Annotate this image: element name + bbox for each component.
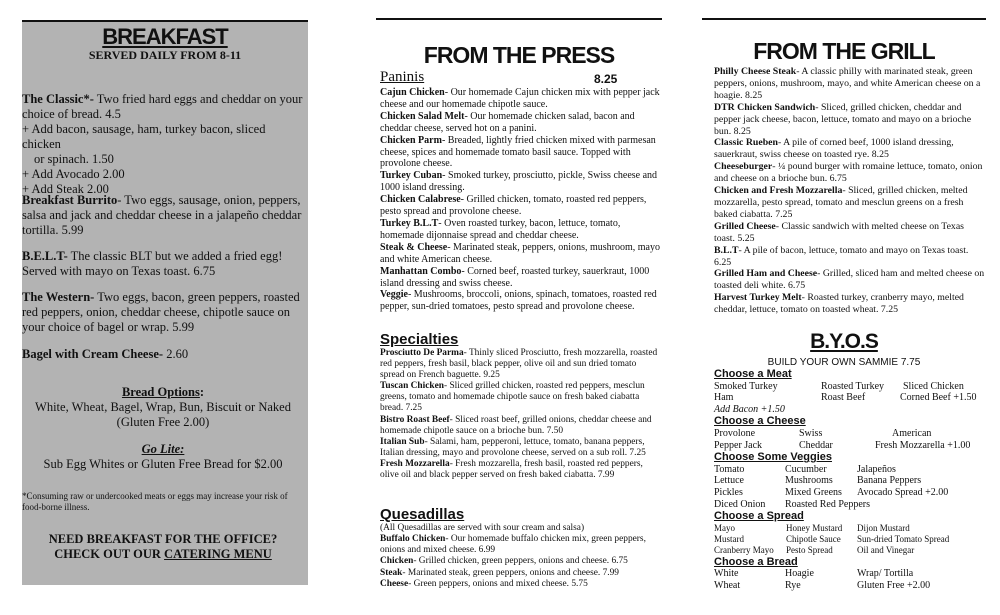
item-desc: - Marinated steak, peppers, onions, mushroom, mayo and white American cheese. xyxy=(380,241,660,265)
item-desc: - Our homemade buffalo chicken mix, green peppers, onions and mixed cheese. 6.99 xyxy=(380,534,646,556)
item-name: Chicken and Fresh Mozzarella xyxy=(714,185,843,197)
paninis-label: Paninis xyxy=(380,69,425,85)
option-item: Fresh Mozzarella +1.00 xyxy=(875,439,971,451)
item-desc: - Fresh mozzarella, fresh basil, roasted red peppers, olive oil and black pepper served on fresh baked ciabatta. 7.99 xyxy=(380,458,643,481)
item-desc: - Our homemade Cajun chicken mix with pepper jack cheese and our homemade chipotle sauce. xyxy=(380,87,660,110)
item-desc: - Grilled, sliced ham and melted cheese on toasted deli white. 6.75 xyxy=(714,268,985,292)
press-panel xyxy=(376,0,662,615)
menu-item-classic xyxy=(22,92,304,197)
option-item: Mayo xyxy=(714,522,735,533)
item-desc: Two eggs, bacon, green peppers, roasted red peppers, onion, cheddar cheese, chipotle sauce on your choice of bagel or wrap. 5.99 xyxy=(22,290,300,334)
item-desc: - ¼ pound burger with romaine lettuce, tomato, onion and cheese on a brioche bun. 6.75 xyxy=(714,161,983,185)
menu-item xyxy=(380,437,662,459)
menu-item xyxy=(714,268,986,292)
menu-item xyxy=(380,170,662,194)
item-name: B.L.T xyxy=(714,244,739,256)
cheese-label: Choose a Cheese xyxy=(714,415,806,428)
breakfast-panel xyxy=(22,20,308,585)
option-item: Wheat xyxy=(714,579,741,591)
addon-line: + Add Avocado 2.00 xyxy=(22,167,125,181)
option-item: Rye xyxy=(785,579,801,591)
breakfast-title: BREAKFAST xyxy=(102,24,228,49)
option-item: Add Bacon +1.50 xyxy=(714,403,785,415)
menu-item xyxy=(714,221,986,245)
specialties-list xyxy=(380,348,662,481)
item-name: Prosciutto De Parma xyxy=(380,348,464,358)
menu-item xyxy=(380,568,662,579)
item-desc: - Grilled chicken, green peppers, onions and cheese. 6.75 xyxy=(413,556,628,567)
option-row xyxy=(714,475,986,487)
menu-item xyxy=(714,292,986,316)
item-desc: - Sliced grilled chicken, roasted red peppers, mesclun greens, tomato and homemade chipotle sauce on fresh baked ciabatta bread. 7.25 xyxy=(380,381,645,414)
item-desc: Two fried hard eggs and cheddar on your choice of bread. 4.5 xyxy=(22,92,303,121)
menu-item xyxy=(380,556,662,567)
item-desc: - Marinated steak, green peppers, onions and cheese. 7.99 xyxy=(402,567,619,578)
bread-options-gf: (Gluten Free 2.00) xyxy=(116,415,210,429)
option-item: Cheddar xyxy=(799,439,833,451)
divider xyxy=(376,18,662,20)
menu-item xyxy=(380,266,662,290)
item-desc: - A classic philly with marinated steak, green peppers, onions, mushroom, mayo, and white American cheese on a hoagie. 8.25 xyxy=(714,66,981,101)
menu-item xyxy=(380,218,662,242)
go-lite-title: Go Lite: xyxy=(141,442,185,456)
option-row xyxy=(714,568,986,580)
item-name: B.E.L.T- xyxy=(22,249,68,263)
item-desc: - Our homemade chicken salad, bacon and cheddar cheese, served hot on a panini. xyxy=(380,110,635,134)
catering-line2: CHECK OUT OUR xyxy=(54,547,165,561)
option-item: Pesto Spread xyxy=(786,544,833,555)
option-row xyxy=(714,381,986,393)
option-item: Provolone xyxy=(714,427,756,439)
item-desc: - Roasted turkey, cranberry mayo, melted cheddar, lettuce, tomato on toasted wheat. 7.25 xyxy=(714,292,964,316)
bread-label: Choose a Bread xyxy=(714,555,798,568)
item-name: Veggie xyxy=(380,289,408,301)
item-name: Grilled Cheese xyxy=(714,220,776,232)
addon-line: + Add bacon, sausage, ham, turkey bacon, sliced chicken xyxy=(22,122,266,151)
item-name: The Classic*- xyxy=(22,92,94,106)
item-desc: - Smoked turkey, prosciutto, pickle, Swiss cheese and 1000 island dressing. xyxy=(380,170,658,194)
item-name: Chicken Salad Melt xyxy=(380,110,465,122)
item-name: Steak & Cheese xyxy=(380,241,448,253)
specialties-label: Specialties xyxy=(380,331,459,348)
menu-item xyxy=(714,161,986,185)
option-row xyxy=(714,580,986,592)
option-row xyxy=(714,392,986,404)
go-lite-text: Sub Egg Whites or Gluten Free Bread for $2.00 xyxy=(43,457,283,471)
option-item: Avocado Spread +2.00 xyxy=(857,486,949,498)
option-item: Swiss xyxy=(799,427,823,439)
menu-item xyxy=(380,289,662,313)
option-item: Roasted Turkey xyxy=(821,380,885,392)
menu-item xyxy=(714,185,986,221)
item-name: Turkey Cuban xyxy=(380,170,443,182)
item-name: Italian Sub xyxy=(380,436,425,447)
go-lite xyxy=(22,442,304,472)
bread-options-text: White, Wheat, Bagel, Wrap, Bun, Biscuit or Naked xyxy=(35,400,291,414)
grill-list xyxy=(714,66,986,316)
option-item: Oil and Vinegar xyxy=(857,544,915,555)
item-name: Chicken Parm xyxy=(380,134,442,146)
option-item: Roast Beef xyxy=(821,392,866,404)
item-name: Grilled Ham and Cheese xyxy=(714,268,818,280)
bread-options-title: Bread Options xyxy=(121,385,200,399)
quesadillas-label: Quesadillas xyxy=(380,506,465,523)
option-item: Cranberry Mayo xyxy=(714,544,774,555)
item-name: Breakfast Burrito xyxy=(22,193,118,207)
bread-options xyxy=(22,385,304,430)
option-row xyxy=(714,534,986,545)
option-item: Cucumber xyxy=(785,463,827,475)
item-name: Turkey B.L.T xyxy=(380,217,439,229)
catering-menu-link[interactable]: CATERING MENU xyxy=(164,547,272,561)
option-row xyxy=(714,428,986,440)
option-item: Mushrooms xyxy=(785,475,833,487)
option-item: Corned Beef +1.50 xyxy=(900,392,977,404)
option-item: Dijon Mustard xyxy=(857,522,910,533)
option-item: Chipotle Sauce xyxy=(786,533,841,544)
grill-panel xyxy=(702,0,986,615)
addon-line: + Add Steak 2.00 xyxy=(22,182,109,196)
menu-item xyxy=(380,459,662,481)
option-row xyxy=(714,523,986,534)
item-name: The Western- xyxy=(22,290,95,304)
press-title: FROM THE PRESS xyxy=(423,42,615,68)
item-desc: - Mushrooms, broccoli, onions, spinach, tomatoes, roasted red pepper, sun-dried tomatoes, pesto spread and provolone cheese. xyxy=(380,289,657,313)
option-item: Roasted Red Peppers xyxy=(785,498,870,510)
menu-item xyxy=(380,194,662,218)
item-desc: - Two eggs, sausage, onion, peppers, salsa and jack and cheddar cheese in a jalapeño cheddar tortilla. 5.99 xyxy=(22,193,302,237)
item-name: Classic Rueben xyxy=(714,137,778,149)
menu-item xyxy=(380,87,662,111)
catering-line1: NEED BREAKFAST FOR THE OFFICE? xyxy=(48,532,278,546)
paninis-price: 8.25 xyxy=(594,72,618,86)
menu-item-belt xyxy=(22,249,304,279)
grill-title: FROM THE GRILL xyxy=(753,38,935,64)
item-desc: - Oven roasted turkey, bacon, lettuce, tomato, homemade dijonnaise spread and cheddar cheese. xyxy=(380,217,621,241)
spread-label: Choose a Spread xyxy=(714,510,804,523)
menu-item xyxy=(380,415,662,437)
item-desc: - Sliced, grilled chicken, cheddar and pepper jack cheese, bacon, lettuce, tomato and mayo on a brioche bun. 8.25 xyxy=(714,101,972,137)
option-item: American xyxy=(892,427,932,439)
option-item: Pickles xyxy=(714,486,743,498)
item-desc: - Classic sandwich with melted cheese on Texas toast. 5.25 xyxy=(714,220,964,244)
option-item: Banana Peppers xyxy=(857,475,922,487)
item-name: Tuscan Chicken xyxy=(380,381,444,392)
item-name: Chicken Calabrese xyxy=(380,194,461,206)
byos-subtitle: BUILD YOUR OWN SAMMIE 7.75 xyxy=(767,357,921,368)
option-row xyxy=(714,545,986,556)
menu-item-burrito xyxy=(22,193,304,238)
byos-builder xyxy=(714,369,986,592)
item-desc: The classic BLT but we added a fried egg! Served with mayo on Texas toast. 6.75 xyxy=(22,249,283,278)
option-row xyxy=(714,440,986,452)
item-desc: - A pile of corned beef, 1000 island dressing, sauerkraut, swiss cheese on toasted rye. 8.25 xyxy=(714,137,954,161)
item-name: Chicken xyxy=(380,556,414,567)
divider xyxy=(702,18,986,20)
item-name: Cajun Chicken xyxy=(380,87,445,98)
menu-item xyxy=(714,137,986,161)
option-item: Pepper Jack xyxy=(714,439,763,451)
option-item: Mustard xyxy=(714,533,744,544)
menu-item xyxy=(714,66,986,102)
item-name: Buffalo Chicken xyxy=(380,534,446,544)
quesadillas-note: (All Quesadillas are served with sour cream and salsa) xyxy=(380,523,585,533)
option-item: Ham xyxy=(714,392,734,404)
option-item: Hoagie xyxy=(785,568,814,580)
option-row xyxy=(714,499,986,511)
option-item: Smoked Turkey xyxy=(714,380,778,392)
item-name: Bagel with Cream Cheese- xyxy=(22,347,164,361)
meat-label: Choose a Meat xyxy=(714,368,792,380)
menu-item xyxy=(714,245,986,269)
option-item: Gluten Free +2.00 xyxy=(857,579,931,591)
item-price: 2.60 xyxy=(163,347,189,361)
option-item: White xyxy=(714,568,739,580)
item-desc: - Breaded, lightly fried chicken mixed with parmesan cheese, spices and homemade tomato basil sauce. Topped with provolone cheese. xyxy=(380,134,656,170)
option-item: Honey Mustard xyxy=(786,522,843,533)
byos-title: B.Y.O.S xyxy=(810,330,878,353)
item-name: DTR Chicken Sandwich xyxy=(714,101,816,113)
menu-item-western xyxy=(22,290,304,335)
menu-item xyxy=(380,135,662,171)
option-item: Wrap/ Tortilla xyxy=(857,568,914,580)
option-item: Tomato xyxy=(714,463,745,475)
option-item: Diced Onion xyxy=(714,498,766,510)
disclaimer: *Consuming raw or undercooked meats or eggs may increase your risk of food-borne illness. xyxy=(22,491,288,512)
item-desc: - Thinly sliced Prosciutto, fresh mozzarella, roasted red peppers, fresh basil, black pepper, olive oil and sun dried tomato spread on French baguette. 9.25 xyxy=(380,348,658,381)
paninis-list xyxy=(380,87,662,313)
item-desc: - Salami, ham, pepperoni, lettuce, tomato, banana peppers, Italian dressing, mayo and provolone cheese, served on a sub roll. 7.25 xyxy=(380,436,646,458)
item-desc: - Corned beef, roasted turkey, sauerkraut, 1000 island dressing and swiss cheese. xyxy=(380,265,650,289)
item-desc: - Grilled chicken, tomato, roasted red peppers, pesto spread and provolone cheese. xyxy=(380,194,647,218)
item-name: Cheeseburger xyxy=(714,161,773,173)
item-name: Fresh Mozzarella xyxy=(380,458,450,469)
option-row xyxy=(714,464,986,476)
menu-item xyxy=(380,111,662,135)
item-name: Manhattan Combo xyxy=(380,265,462,277)
item-desc: - Sliced roast beef, grilled onions, cheddar cheese and homemade chipotle sauce on a brioche bun. 7.50 xyxy=(380,414,652,436)
addon-line: or spinach. 1.50 xyxy=(34,152,114,166)
option-row xyxy=(714,404,986,416)
menu-item xyxy=(380,381,662,414)
menu-item-bagel xyxy=(22,347,304,362)
option-item: Lettuce xyxy=(714,475,744,487)
veggies-label: Choose Some Veggies xyxy=(714,451,832,464)
menu-item xyxy=(380,579,662,590)
option-item: Mixed Greens xyxy=(785,486,842,498)
item-name: Cheese xyxy=(380,578,409,589)
menu-item xyxy=(380,348,662,381)
item-name: Philly Cheese Steak xyxy=(714,66,797,77)
item-desc: - A pile of bacon, lettuce, tomato and mayo on Texas toast. 6.25 xyxy=(714,244,969,268)
item-name: Steak xyxy=(380,567,403,578)
option-item: Sliced Chicken xyxy=(903,380,964,392)
item-name: Bistro Roast Beef xyxy=(380,414,450,425)
breakfast-subtitle: SERVED DAILY FROM 8-11 xyxy=(88,48,242,62)
catering-callout xyxy=(22,532,304,562)
item-desc: - Sliced, grilled chicken, melted mozzarella, pesto spread, tomato and mesclun greens on a fresh baked ciabatta. 7.25 xyxy=(714,185,968,220)
bread-options-colon: : xyxy=(199,385,205,399)
quesadillas-list xyxy=(380,534,662,590)
option-item: Sun-dried Tomato Spread xyxy=(857,533,950,544)
option-item: Jalapeños xyxy=(857,463,896,475)
item-desc: - Green peppers, onions and mixed cheese. 5.75 xyxy=(408,578,588,589)
option-row xyxy=(714,487,986,499)
item-name: Harvest Turkey Melt xyxy=(714,292,802,304)
menu-item xyxy=(380,242,662,266)
menu-item xyxy=(714,102,986,138)
menu-item xyxy=(380,534,662,556)
